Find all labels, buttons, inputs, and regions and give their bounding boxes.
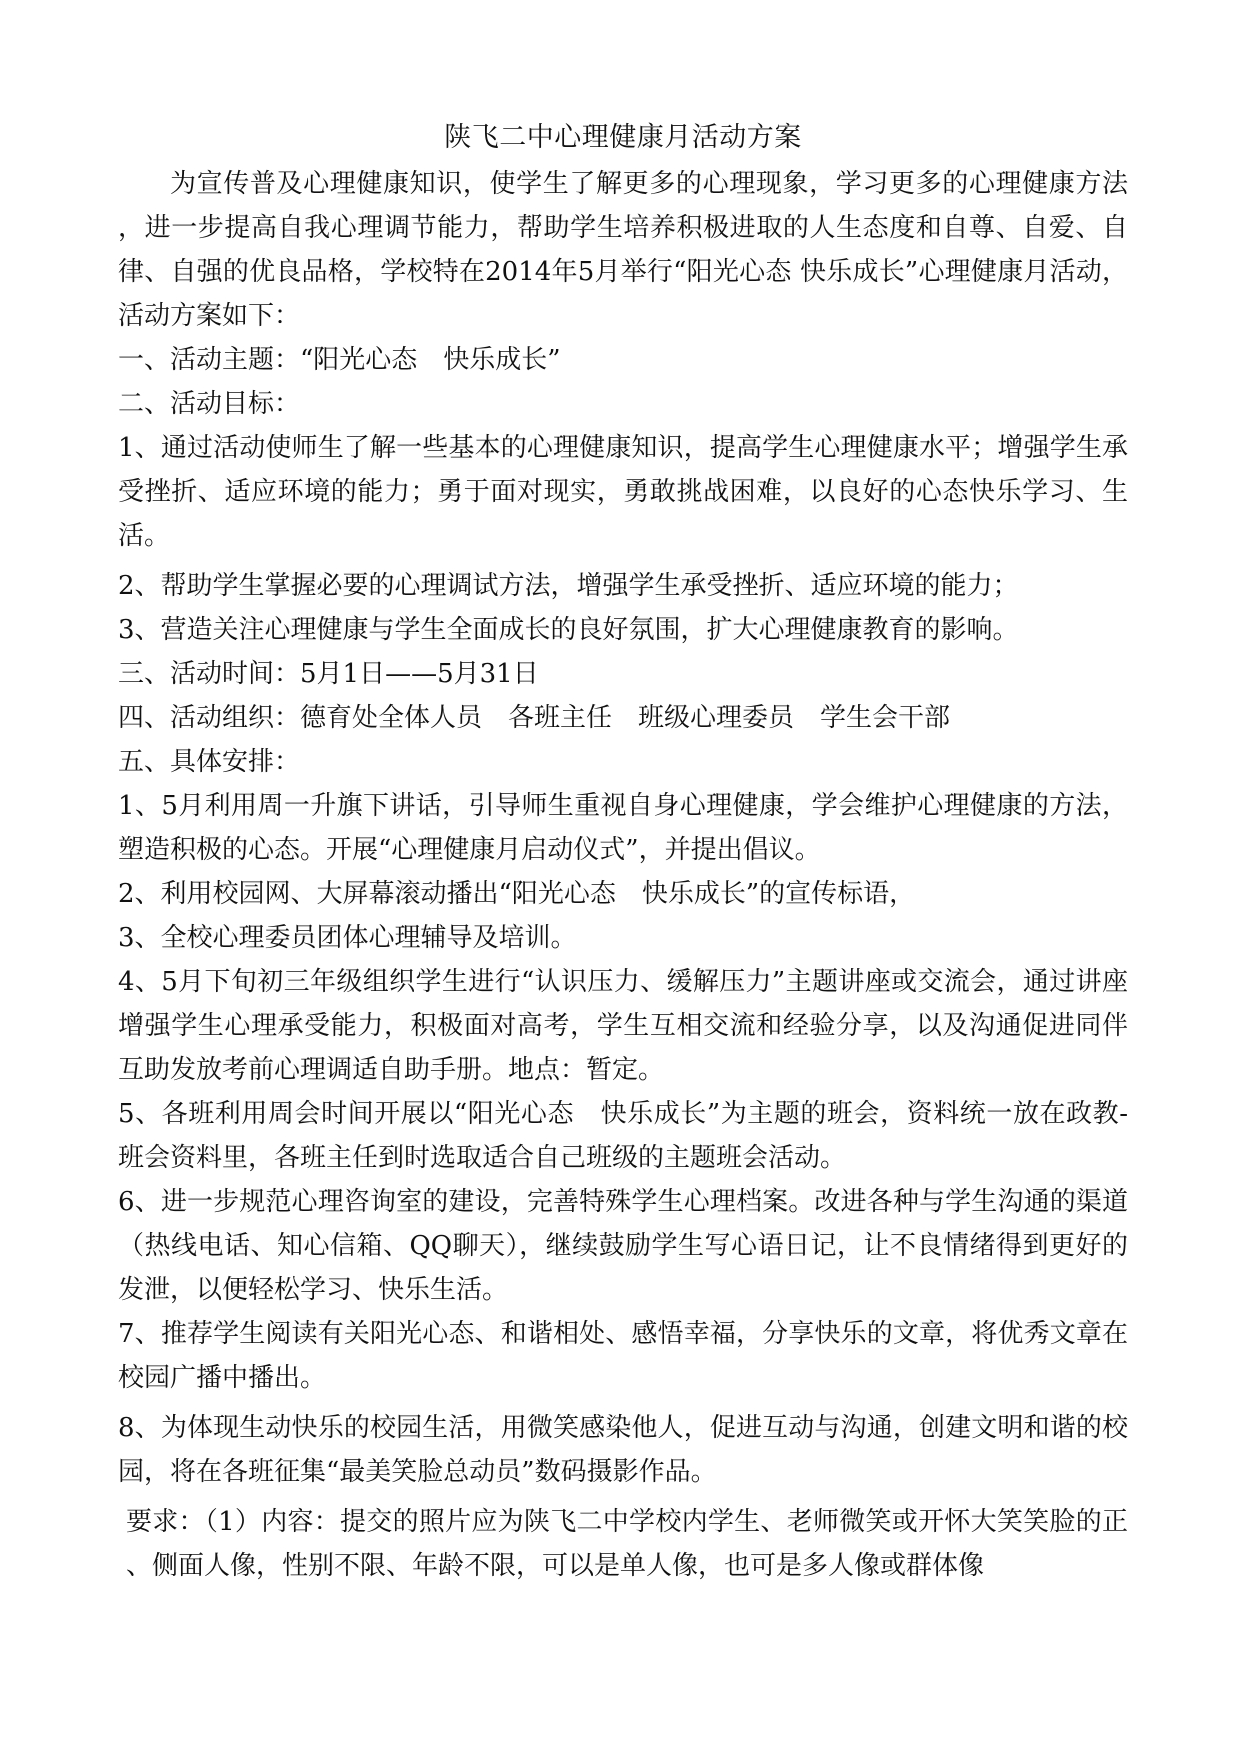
- arrangement-item: 6、进一步规范心理咨询室的建设，完善特殊学生心理档案。改进各种与学生沟通的渠道（热线电话、知心信箱、QQ聊天），继续鼓励学生写心语日记，让不良情绪得到更好的发泄，以便轻松学习、快乐生活。: [118, 1187, 1128, 1305]
- requirement-paragraph: 要求：（1）内容：提交的照片应为陕飞二中学校内学生、老师微笑或开怀大笑笑脸的正、侧面人像，性别不限、年龄不限，可以是单人像，也可是多人像或群体像: [126, 1507, 1128, 1581]
- goal-item: 3、营造关注心理健康与学生全面成长的良好氛围，扩大心理健康教育的影响。: [118, 615, 1019, 645]
- arrangement-item: 3、全校心理委员团体心理辅导及培训。: [118, 923, 577, 953]
- section-goals-heading: 二、活动目标：: [118, 389, 301, 419]
- arrangement-item: 4、5月下旬初三年级组织学生进行“认识压力、缓解压力”主题讲座或交流会，通过讲座增强学生心理承受能力，积极面对高考，学生互相交流和经验分享，以及沟通促进同伴互助发放考前心理调适自助手册。地点：暂定。: [118, 967, 1128, 1085]
- arrangement-item: 8、为体现生动快乐的校园生活，用微笑感染他人，促进互动与沟通，创建文明和谐的校园，将在各班征集“最美笑脸总动员”数码摄影作品。: [118, 1413, 1128, 1487]
- arrangement-item: 5、各班利用周会时间开展以“阳光心态 快乐成长”为主题的班会，资料统一放在政教-班会资料里，各班主任到时选取适合自己班级的主题班会活动。: [118, 1099, 1128, 1173]
- intro-paragraph: 为宣传普及心理健康知识，使学生了解更多的心理现象，学习更多的心理健康方法，进一步提高自我心理调节能力，帮助学生培养积极进取的人生态度和自尊、自爱、自律、自强的优良品格，学校特在2014年5月举行“阳光心态 快乐成长”心理健康月活动，活动方案如下：: [118, 169, 1128, 331]
- goal-item: 2、帮助学生掌握必要的心理调试方法，增强学生承受挫折、适应环境的能力；: [118, 571, 1019, 601]
- section-time: 三、活动时间：5月1日——5月31日: [118, 659, 539, 689]
- section-arrangements-heading: 五、具体安排：: [118, 747, 301, 777]
- arrangement-item: 7、推荐学生阅读有关阳光心态、和谐相处、感悟幸福，分享快乐的文章，将优秀文章在校园广播中播出。: [118, 1319, 1128, 1393]
- arrangement-item: 2、利用校园网、大屏幕滚动播出“阳光心态 快乐成长”的宣传标语，: [118, 879, 916, 909]
- section-organization: 四、活动组织：德育处全体人员 各班主任 班级心理委员 学生会干部: [118, 703, 951, 733]
- goal-item: 1、通过活动使师生了解一些基本的心理健康知识，提高学生心理健康水平；增强学生承受挫折、适应环境的能力；勇于面对现实，勇敢挑战困难，以良好的心态快乐学习、生活。: [118, 433, 1128, 551]
- section-theme: 一、活动主题：“阳光心态 快乐成长”: [118, 345, 561, 375]
- document-title: 陕飞二中心理健康月活动方案: [444, 122, 802, 153]
- arrangement-item: 1、5月利用周一升旗下讲话，引导师生重视自身心理健康，学会维护心理健康的方法，塑造积极的心态。开展“心理健康月启动仪式”，并提出倡议。: [118, 791, 1128, 865]
- document-body: [118, 116, 1128, 1588]
